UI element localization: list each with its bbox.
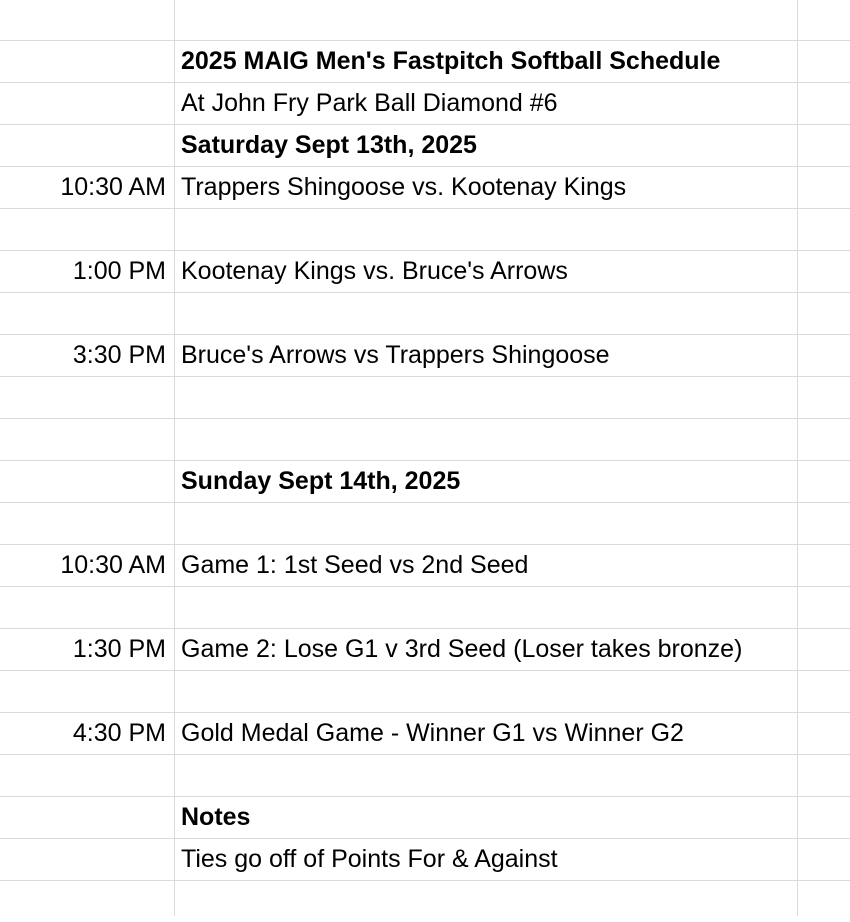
sheet-row <box>0 754 850 796</box>
event-cell[interactable]: Bruce's Arrows vs Trappers Shingoose <box>181 341 610 369</box>
sheet-row <box>0 0 850 40</box>
sheet-row <box>0 544 850 586</box>
time-cell[interactable] <box>0 503 174 544</box>
sheet-row <box>0 250 850 292</box>
event-cell[interactable]: Game 2: Lose G1 v 3rd Seed (Loser takes bronze) <box>181 635 743 663</box>
sheet-row <box>0 40 850 82</box>
sheet-row <box>0 628 850 670</box>
heading-cell[interactable]: 2025 MAIG Men's Fastpitch Softball Schedule <box>181 47 721 75</box>
time-cell[interactable] <box>0 797 174 838</box>
column-divider-a-b <box>174 0 175 916</box>
sheet-row <box>0 712 850 754</box>
heading-cell[interactable]: Sunday Sept 14th, 2025 <box>181 467 461 495</box>
time-cell[interactable] <box>0 293 174 334</box>
event-cell[interactable] <box>181 587 821 628</box>
time-cell[interactable]: 10:30 AM <box>60 173 166 201</box>
time-cell[interactable]: 1:00 PM <box>72 257 166 285</box>
time-cell[interactable] <box>0 0 174 40</box>
time-cell[interactable]: 1:30 PM <box>72 635 166 663</box>
time-cell[interactable] <box>0 83 174 124</box>
time-cell[interactable] <box>0 839 174 880</box>
sheet-row <box>0 166 850 208</box>
event-cell[interactable]: Game 1: 1st Seed vs 2nd Seed <box>181 551 529 579</box>
time-cell[interactable] <box>0 587 174 628</box>
sheet-row <box>0 418 850 460</box>
event-cell[interactable] <box>181 419 821 460</box>
sheet-row <box>0 292 850 334</box>
column-divider-b-c <box>797 0 798 916</box>
event-cell[interactable]: Trappers Shingoose vs. Kootenay Kings <box>181 173 627 201</box>
heading-cell[interactable]: Saturday Sept 13th, 2025 <box>181 131 477 159</box>
time-cell[interactable] <box>0 125 174 166</box>
time-cell[interactable] <box>0 41 174 82</box>
time-cell[interactable] <box>0 461 174 502</box>
event-cell[interactable]: Gold Medal Game - Winner G1 vs Winner G2 <box>181 719 684 747</box>
sheet-row <box>0 124 850 166</box>
heading-cell[interactable]: Notes <box>181 803 251 831</box>
time-cell[interactable]: 10:30 AM <box>60 551 166 579</box>
sheet-row <box>0 460 850 502</box>
sheet-row <box>0 82 850 124</box>
event-cell[interactable] <box>181 671 821 712</box>
event-cell[interactable] <box>181 755 821 796</box>
sheet-row <box>0 502 850 544</box>
event-cell[interactable] <box>181 503 821 544</box>
time-cell[interactable] <box>0 755 174 796</box>
time-cell[interactable] <box>0 671 174 712</box>
sheet-row <box>0 376 850 418</box>
time-cell[interactable]: 3:30 PM <box>72 341 166 369</box>
time-cell[interactable]: 4:30 PM <box>72 719 166 747</box>
event-cell[interactable] <box>181 209 821 250</box>
sheet-row <box>0 670 850 712</box>
sheet-row <box>0 334 850 376</box>
event-cell[interactable] <box>181 0 821 40</box>
sheet-row <box>0 586 850 628</box>
sheet-row <box>0 796 850 838</box>
sheet-row <box>0 208 850 250</box>
time-cell[interactable] <box>0 209 174 250</box>
event-cell[interactable]: Kootenay Kings vs. Bruce's Arrows <box>181 257 568 285</box>
sheet-row <box>0 838 850 880</box>
event-cell[interactable] <box>181 377 821 418</box>
time-cell[interactable] <box>0 377 174 418</box>
event-cell[interactable]: At John Fry Park Ball Diamond #6 <box>181 89 558 117</box>
time-cell[interactable] <box>0 419 174 460</box>
event-cell[interactable] <box>181 293 821 334</box>
event-cell[interactable]: Ties go off of Points For & Against <box>181 845 558 873</box>
